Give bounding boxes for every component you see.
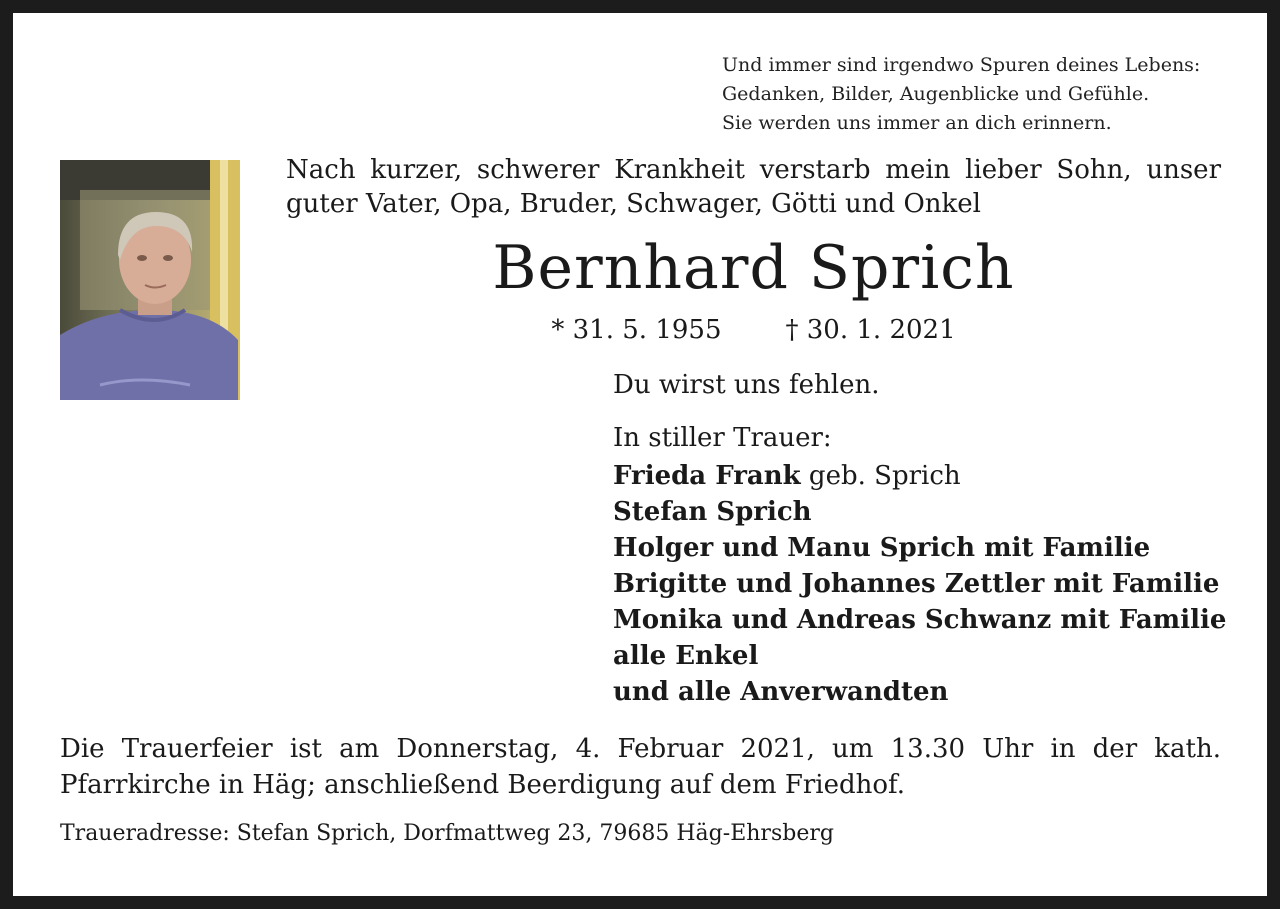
deceased-name: Bernhard Sprich [492, 233, 1015, 303]
portrait-photo-icon [60, 160, 240, 400]
mourner-entry [613, 530, 1226, 566]
mourner-name: alle Enkel [613, 641, 759, 671]
mourning-address: Traueradresse: Stefan Sprich, Dorfmattweg 23, 79685 Häg-Ehrsberg [60, 821, 834, 846]
mourning-intro: In stiller Trauer: [613, 423, 832, 453]
death-date: † 30. 1. 2021 [785, 315, 956, 345]
funeral-service-info: Die Trauerfeier ist am Donnerstag, 4. Februar 2021, um 13.30 Uhr in der kath. Pfarrkirche in Häg; anschließend Beerdigung auf dem Friedhof. [60, 734, 1221, 800]
birth-date: * 31. 5. 1955 [551, 315, 722, 345]
mourner-entry [613, 494, 1226, 530]
motto-line: Und immer sind irgendwo Spuren deines Lebens: [722, 54, 1201, 76]
mourner-entry [613, 674, 1226, 710]
mourner-name: und alle Anverwandten [613, 677, 949, 707]
mourner-entry [613, 638, 1226, 674]
mourner-name: Holger und Manu Sprich mit Familie [613, 533, 1151, 563]
obituary-sheet [13, 13, 1267, 896]
motto-verse [722, 51, 1242, 138]
mourner-name: Frieda Frank [613, 461, 801, 491]
mourner-entry [613, 602, 1226, 638]
mourner-name: Stefan Sprich [613, 497, 812, 527]
intro-text: Nach kurzer, schwerer Krankheit verstarb mein lieber Sohn, unser guter Vater, Opa, Bruder, Schwager, Götti und Onkel [286, 155, 1221, 219]
mourner-note: geb. Sprich [800, 461, 961, 491]
life-dates [286, 313, 1221, 347]
farewell-line: Du wirst uns fehlen. [613, 370, 880, 400]
portrait-photo [60, 160, 240, 400]
mourner-entry [613, 458, 1226, 494]
motto-line: Gedanken, Bilder, Augenblicke und Gefühle. [722, 83, 1150, 105]
mourner-name: Monika und Andreas Schwanz mit Familie [613, 605, 1227, 635]
mourner-entry [613, 566, 1226, 602]
mourner-name: Brigitte und Johannes Zettler mit Familie [613, 569, 1220, 599]
motto-line: Sie werden uns immer an dich erinnern. [722, 112, 1112, 134]
mourners-list [613, 458, 1226, 710]
